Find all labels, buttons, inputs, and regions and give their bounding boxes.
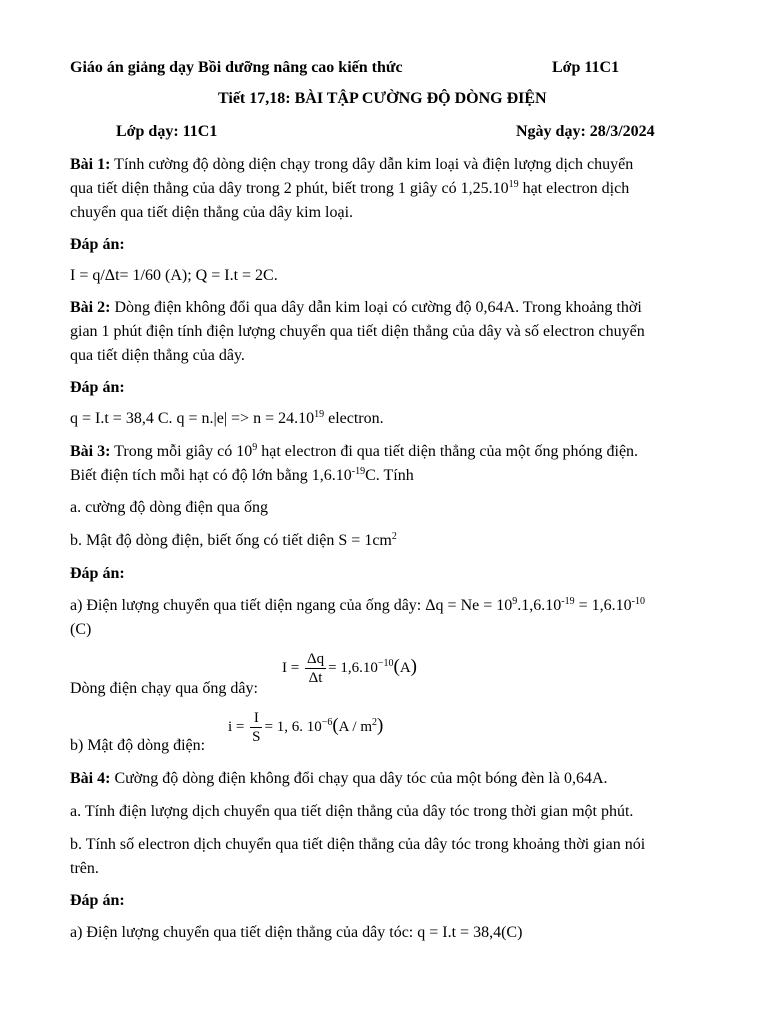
bai4-question-a: a. Tính điện lượng dịch chuyển qua tiết diện thẳng của dây tóc trong thời gian một phút. (70, 803, 634, 820)
bai2-line1: Bài 2: Dòng điện không đổi qua dây dẫn kim loại có cường độ 0,64A. Trong khoảng thời (70, 299, 642, 316)
bai4-question-b-line1: b. Tính số electron dịch chuyển qua tiết diện thẳng của dây tóc trong khoảng thời gian nói (70, 836, 646, 853)
bai4-question-b-line2: trên. (70, 860, 99, 877)
header-left: Giáo án giảng dạy Bồi dưỡng nâng cao kiến thức (70, 59, 403, 76)
bai3-question-a: a. cường độ dòng điện qua ống (70, 499, 268, 516)
page-title: Tiết 17,18: BÀI TẬP CƯỜNG ĐỘ DÒNG ĐIỆN (218, 90, 547, 107)
bai1-answer: I = q/Δt= 1/60 (A); Q = I.t = 2C. (70, 267, 278, 284)
bai3-question-b: b. Mật độ dòng điện, biết ống có tiết diện $S = 1cm^2$ (70, 531, 397, 549)
date-label: Ngày dạy: 28/3/2024 (516, 123, 655, 140)
bai1-line3: chuyển qua tiết diện thẳng của dây kim loại. (70, 204, 354, 221)
bai2-line2: gian 1 phút điện tính điện lượng chuyển qua tiết diện thẳng của dây và số electron chuyển (70, 323, 645, 340)
bai4-answer-label: Đáp án: (70, 892, 125, 909)
bai4-line1: Bài 4: Cường độ dòng điện không đổi chạy qua dây tóc của một bóng đèn là 0,64A. (70, 770, 608, 787)
density-fraction: $\frac{I}{S}$ (252, 710, 261, 745)
bai3-answer-a-line1: a) Điện lượng chuyển qua tiết diện ngang của ống dây: $\Delta q = Ne = 10^9.1,6.10^{-19} = 1,6.10^{-10}$ (70, 596, 645, 614)
bai3-density-label: b) Mật độ dòng điện: (70, 737, 206, 754)
bai2-answer-label: Đáp án: (70, 379, 125, 396)
bai2-line3: qua tiết diện thẳng của dây. (70, 347, 245, 364)
current-formula: I = $\frac{\Delta q}{\Delta t}$ = $1,6.10^{-10}(A)$ (282, 651, 417, 686)
bai4-answer-a: a) Điện lượng chuyển qua tiết diện thẳng của dây tóc: q = I.t = 38,4(C) (70, 924, 523, 941)
bai2-answer: q = I.t = 38,4 C. $q = n.|e| => n = 24.10^{19}$ electron. (70, 409, 384, 427)
bai1-line2: qua tiết diện thẳng của dây trong 2 phút, biết trong 1 giây có 1,25.10$^{19}$ hạt electron dịch (70, 179, 630, 197)
density-formula: i = $\frac{I}{S}$ = 1, 6. $10^{-6}(A / m^2)$ (228, 710, 384, 745)
bai3-answer-a-line2: (C) (70, 621, 92, 638)
bai3-line1: Bài 3: Trong mỗi giây có $10^9$ hạt electron đi qua tiết diện thẳng của một ống phóng điện. (70, 442, 639, 460)
bai3-line2: Biết điện tích mỗi hạt có độ lớn bằng $1,6.10^{-19}C$. Tính (70, 466, 414, 484)
bai3-answer-label: Đáp án: (70, 565, 125, 582)
current-fraction: $\frac{\Delta q}{\Delta t}$ (306, 651, 325, 686)
class-label: Lớp dạy: 11C1 (116, 123, 218, 140)
bai1-line1: Bài 1: Tính cường độ dòng diện chạy trong dây dẫn kim loại và điện lượng dịch chuyển (70, 156, 634, 173)
bai3-current-label: Dòng điện chạy qua ống dây: (70, 680, 258, 697)
header-right: Lớp 11C1 (552, 59, 620, 76)
bai1-answer-label: Đáp án: (70, 236, 125, 253)
